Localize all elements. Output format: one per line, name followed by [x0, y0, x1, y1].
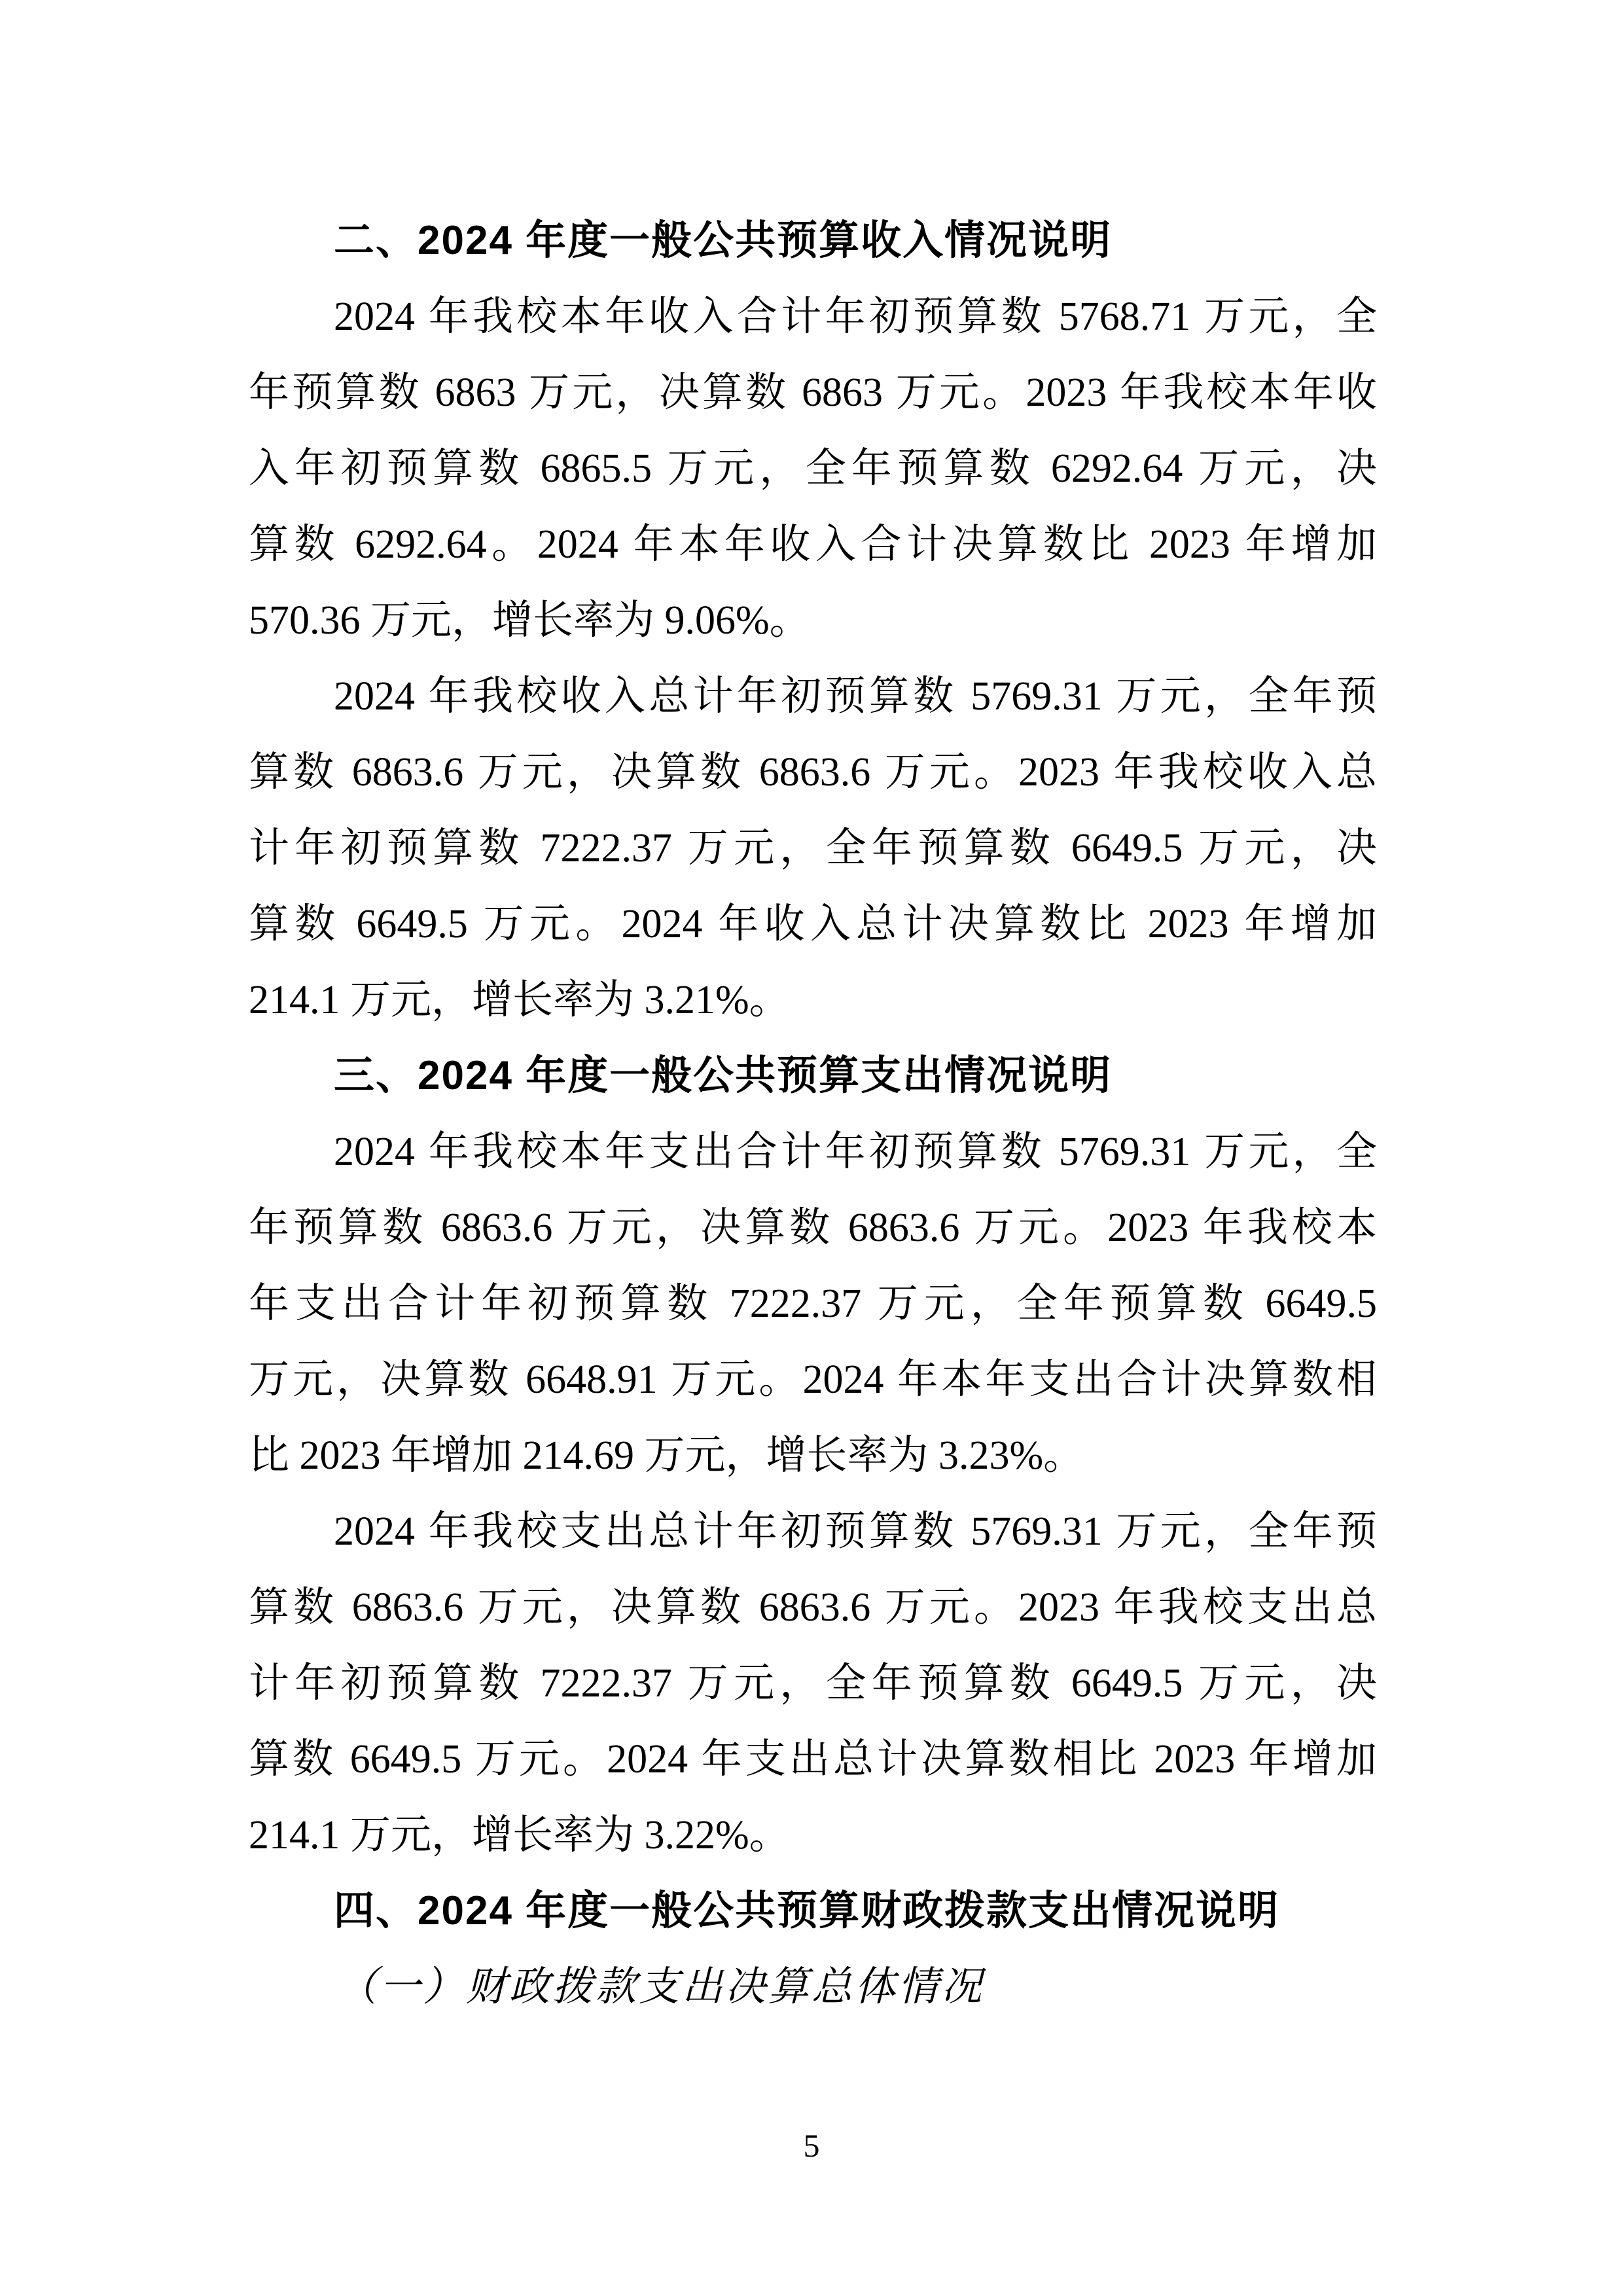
document-body [249, 203, 1377, 2025]
body-line: 算数 6649.5 万元。2024 年收入总计决算数比 2023 年增加 [249, 902, 1377, 946]
body-line: 2024 年我校支出总计年初预算数 5769.31 万元，全年预 [334, 1509, 1377, 1554]
body-line: 年支出合计年初预算数 7222.37 万元，全年预算数 6649.5 [249, 1282, 1377, 1326]
body-line: 年预算数 6863 万元，决算数 6863 万元。2023 年我校本年收 [249, 370, 1377, 415]
body-line: 214.1 万元，增长率为 3.22%。 [249, 1813, 790, 1857]
section-heading-fiscal-appropriation: 四、2024 年度一般公共预算财政拨款支出情况说明 [334, 1888, 1280, 1933]
page-number: 5 [803, 2127, 820, 2164]
body-line: 2024 年我校收入总计年初预算数 5769.31 万元，全年预 [334, 674, 1377, 719]
section-heading-income: 二、2024 年度一般公共预算收入情况说明 [334, 218, 1113, 263]
body-line: 万元，决算数 6648.91 万元。2024 年本年支出合计决算数相 [249, 1357, 1377, 1402]
body-line: 入年初预算数 6865.5 万元，全年预算数 6292.64 万元，决 [249, 446, 1377, 491]
body-line: 年预算数 6863.6 万元，决算数 6863.6 万元。2023 年我校本 [249, 1206, 1377, 1250]
body-line: 算数 6863.6 万元，决算数 6863.6 万元。2023 年我校支出总 [249, 1585, 1377, 1630]
body-line: 570.36 万元，增长率为 9.06%。 [249, 598, 810, 643]
body-line: 计年初预算数 7222.37 万元，全年预算数 6649.5 万元，决 [249, 1661, 1377, 1706]
subsection-heading: （一）财政拨款支出决算总体情况 [336, 1965, 985, 2009]
body-line: 214.1 万元，增长率为 3.21%。 [249, 978, 790, 1022]
body-line: 2024 年我校本年支出合计年初预算数 5769.31 万元，全 [334, 1130, 1377, 1174]
body-line: 算数 6292.64。2024 年本年收入合计决算数比 2023 年增加 [249, 522, 1377, 567]
body-line: 算数 6863.6 万元，决算数 6863.6 万元。2023 年我校收入总 [249, 750, 1377, 795]
section-heading-expenditure: 三、2024 年度一般公共预算支出情况说明 [334, 1053, 1113, 1098]
body-line: 计年初预算数 7222.37 万元，全年预算数 6649.5 万元，决 [249, 826, 1377, 870]
body-line: 比 2023 年增加 214.69 万元，增长率为 3.23%。 [249, 1433, 1084, 1478]
body-line: 算数 6649.5 万元。2024 年支出总计决算数相比 2023 年增加 [249, 1737, 1377, 1782]
body-line: 2024 年我校本年收入合计年初预算数 5768.71 万元，全 [334, 295, 1377, 339]
